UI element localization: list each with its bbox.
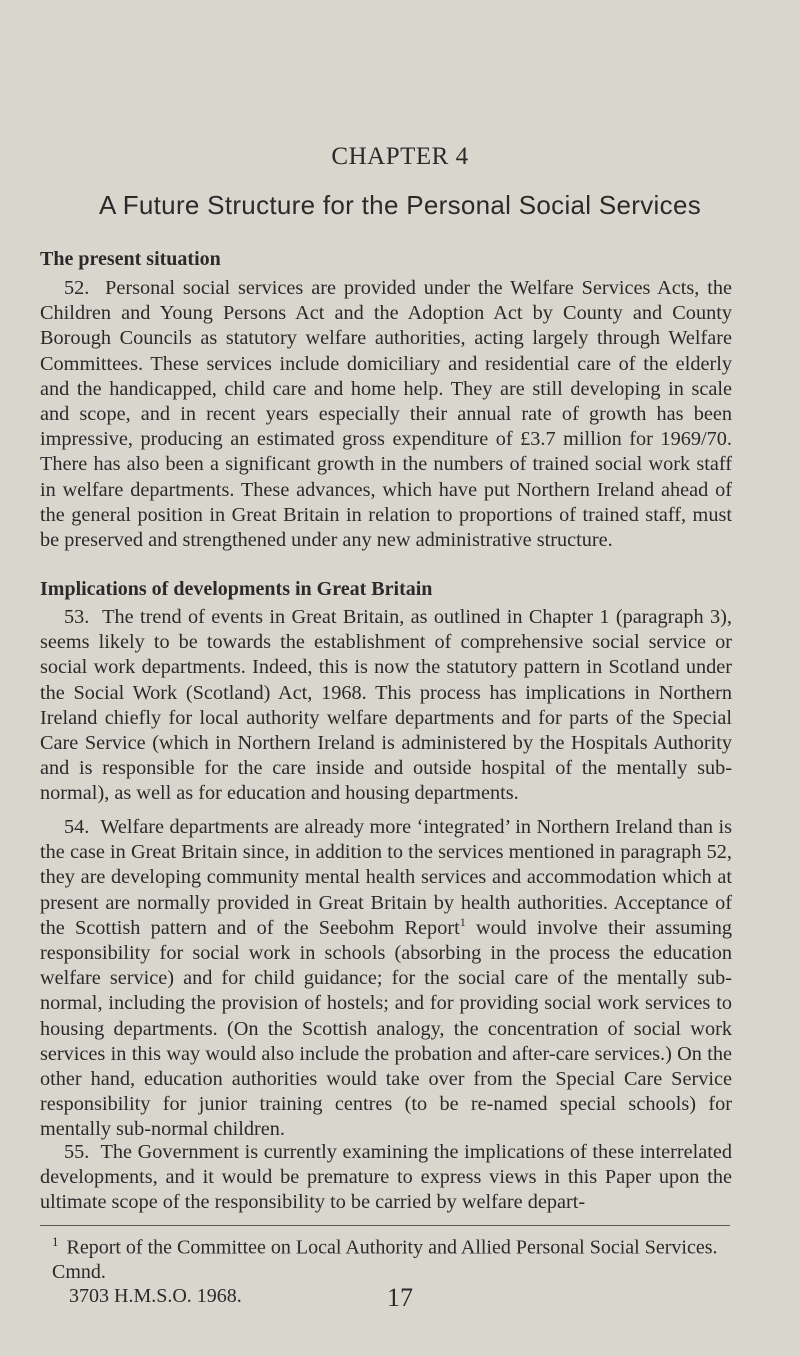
paragraph-53 (40, 605, 732, 807)
paragraph-text-part1: Welfare departments are already more ‘integrated’ in Northern Ireland than is the case in Great Britain since, in addition to the services mentioned in paragraph 52, they are developing community mental health services and accommodation which at present are normally provided in Great Britain by health authorities. Acceptance of the Scottish pattern and of the Seebohm Report (40, 816, 732, 939)
footnote-line-2: 3703 H.M.S.O. 1968. (69, 1284, 242, 1307)
paragraph-54 (40, 815, 732, 1143)
footnote-reference: 1 (459, 915, 466, 930)
paragraph-number: 54. (64, 816, 90, 838)
footnote-line-1 (52, 1230, 742, 1284)
paragraph-text: Personal social services are provided under the Welfare Services Acts, the Children and Young Persons Act and the Adoption Act by County and County Borough Councils as statutory welfare authorities, acting largely through Welfare Committees. These services include domiciliary and residential care of the elderly and the handicapped, child care and home help. They are still developing in scale and scope, and in recent years especially their annual rate of growth has been impressive, producing an estimated gross expenditure of £3.7 million for 1969/70. There has also been a significant growth in the numbers of trained social work staff in welfare departments. These advances, which have put Northern Ireland ahead of the general position in Great Britain in relation to proportions of trained staff, must be preserved and strengthened under any new administrative structure. (40, 277, 733, 552)
paragraph-52 (40, 276, 732, 553)
footnote-divider (40, 1225, 730, 1226)
section-heading-implications: Implications of developments in Great Britain (40, 578, 433, 600)
footnote-text: Report of the Committee on Local Authority and Allied Personal Social Services. Cmnd. (52, 1236, 718, 1283)
paragraph-number: 52. (64, 277, 90, 299)
section-heading-present-situation: The present situation (40, 248, 221, 270)
paragraph-55 (40, 1140, 732, 1216)
paragraph-text-part2: would involve their assuming responsibility for social work in schools (absorbing in the process the education welfare service) and for child guidance; for the social care of the mentally sub-normal, including the provision of hostels; and for providing social work services to housing departments. (On the Scottish analogy, the concentration of social work services in this way would also include the probation and after-care services.) On the other hand, education authorities would take over from the Special Care Service responsibility for junior training centres (to be re-named special schools) for mentally sub-normal children. (40, 916, 732, 1141)
page-number: 17 (387, 1283, 413, 1312)
chapter-title: A Future Structure for the Personal Social Services (98, 190, 701, 220)
paragraph-number: 53. (64, 606, 90, 628)
paragraph-text: The Government is currently examining the implications of these interrelated developments, and it would be premature to express views in this Paper upon the ultimate scope of the responsibility to be carried by welfare depart- (40, 1141, 732, 1214)
footnote-mark: 1 (52, 1234, 59, 1249)
paragraph-text: The trend of events in Great Britain, as outlined in Chapter 1 (paragraph 3), seems likely to be towards the establishment of comprehensive social service or social work departments. Indeed, this is now the statutory pattern in Scotland under the Social Work (Scotland) Act, 1968. This process has implications in Northern Ireland chiefly for local authority welfare departments and for parts of the Special Care Service (which in Northern Ireland is administered by the Hospitals Authority and is responsible for the care inside and outside hospital of the mentally sub-normal), as well as for education and housing departments. (40, 606, 733, 805)
chapter-label: CHAPTER 4 (331, 143, 469, 170)
paragraph-number: 55. (64, 1141, 90, 1163)
